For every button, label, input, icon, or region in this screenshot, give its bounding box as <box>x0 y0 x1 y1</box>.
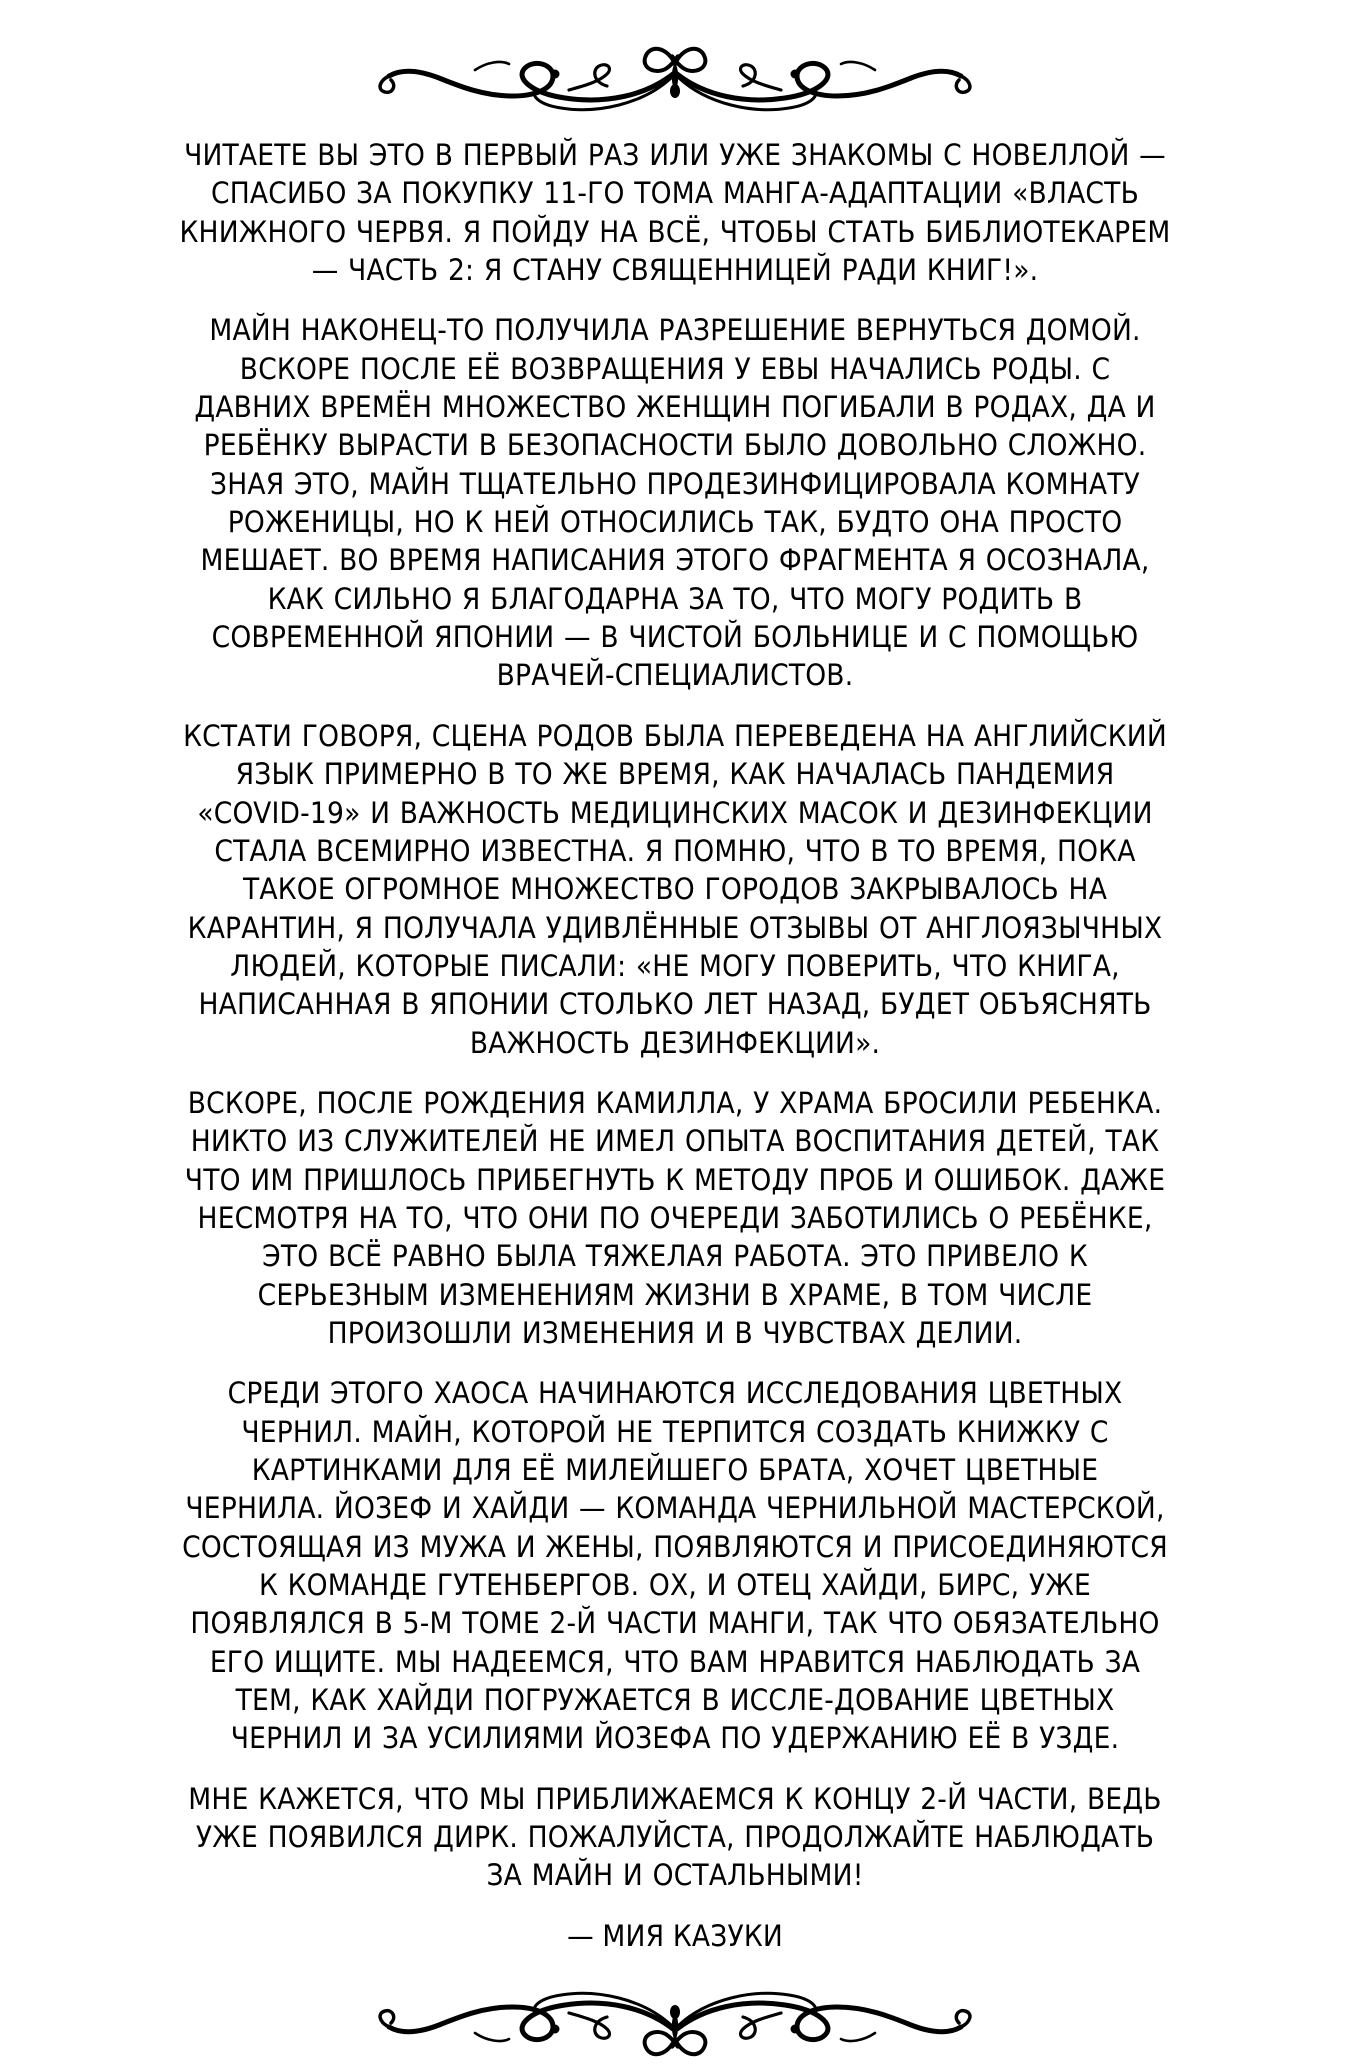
author-signature: — МИЯ КАЗУКИ <box>567 1918 783 1953</box>
decorative-flourish-bottom-icon <box>355 1977 995 2069</box>
paragraph-temple-child: ВСКОРЕ, ПОСЛЕ РОЖДЕНИЯ КАМИЛЛА, У ХРАМА БРОСИЛИ РЕБЕНКА. НИКТО ИЗ СЛУЖИТЕЛЕЙ НЕ ИМЕЛ ОПЫТА ВОСПИТАНИЯ ДЕТЕЙ, ТАК ЧТО ИМ ПРИШЛОСЬ ПРИБЕГНУТЬ К МЕТОДУ ПРОБ И ОШИБОК. ДАЖЕ НЕСМОТРЯ НА ТО, ЧТО ОНИ ПО ОЧЕРЕДИ ЗАБОТИЛИСЬ О РЕБЁНКЕ, ЭТО ВСЁ РАВНО БЫЛА ТЯЖЕЛАЯ РАБОТА. ЭТО ПРИВЕЛО К СЕРЬЕЗНЫМ ИЗМЕНЕНИЯМ ЖИЗНИ В ХРАМЕ, В ТОМ ЧИСЛЕ ПРОИЗОШЛИ ИЗМЕНЕНИЯ И В ЧУВСТВАХ ДЕЛИИ. <box>184 1085 1166 1350</box>
paragraph-colored-ink: СРЕДИ ЭТОГО ХАОСА НАЧИНАЮТСЯ ИССЛЕДОВАНИЯ ЦВЕТНЫХ ЧЕРНИЛ. МАЙН, КОТОРОЙ НЕ ТЕРПИТСЯ СОЗДАТЬ КНИЖКУ С КАРТИНКАМИ ДЛЯ ЕЁ МИЛЕЙШЕГО БРАТА, ХОЧЕТ ЦВЕТНЫЕ ЧЕРНИЛА. ЙОЗЕФ И ХАЙДИ — КОМАНДА ЧЕРНИЛЬНОЙ МАСТЕРСКОЙ, СОСТОЯЩАЯ ИЗ МУЖА И ЖЕНЫ, ПОЯВЛЯЮТСЯ И ПРИСОЕДИНЯЮТСЯ К КОМАНДЕ ГУТЕНБЕРГОВ. ОХ, И ОТЕЦ ХАЙДИ, БИРС, УЖЕ ПОЯВЛЯЛСЯ В 5-М ТОМЕ 2-Й ЧАСТИ МАНГИ, ТАК ЧТО ОБЯЗАТЕЛЬНО ЕГО ИЩИТЕ. МЫ НАДЕЕМСЯ, ЧТО ВАМ НРАВИТСЯ НАБЛЮДАТЬ ЗА ТЕМ, КАК ХАЙДИ ПОГРУЖАЕТСЯ В ИССЛЕ-ДОВАНИЕ ЦВЕТНЫХ ЧЕРНИЛ И ЗА УСИЛИЯМИ ЙОЗЕФА ПО УДЕРЖАНИЮ ЕЁ В УЗДЕ. <box>182 1376 1168 1756</box>
paragraph-covid: КСТАТИ ГОВОРЯ, СЦЕНА РОДОВ БЫЛА ПЕРЕВЕДЕНА НА АНГЛИЙСКИЙ ЯЗЫК ПРИМЕРНО В ТО ЖЕ ВРЕМЯ, КАК НАЧАЛАСЬ ПАНДЕМИЯ «COVID-19» И ВАЖНОСТЬ МЕДИЦИНСКИХ МАСОК И ДЕЗИНФЕКЦИИ СТАЛА ВСЕМИРНО ИЗВЕСТНА. Я ПОМНЮ, ЧТО В ТО ВРЕМЯ, ПОКА ТАКОЕ ОГРОМНОЕ МНОЖЕСТВО ГОРОДОВ ЗАКРЫВАЛОСЬ НА КАРАНТИН, Я ПОЛУЧАЛА УДИВЛЁННЫЕ ОТЗЫВЫ ОТ АНГЛОЯЗЫЧНЫХ ЛЮДЕЙ, КОТОРЫЕ ПИСАЛИ: «НЕ МОГУ ПОВЕРИТЬ, ЧТО КНИГА, НАПИСАННАЯ В ЯПОНИИ СТОЛЬКО ЛЕТ НАЗАД, БУДЕТ ОБЪЯСНЯТЬ ВАЖНОСТЬ ДЕЗИНФЕКЦИИ». <box>183 718 1167 1060</box>
paragraph-closing: МНЕ КАЖЕТСЯ, ЧТО МЫ ПРИБЛИЖАЕМСЯ К КОНЦУ 2-Й ЧАСТИ, ВЕДЬ УЖЕ ПОЯВИЛСЯ ДИРК. ПОЖАЛУЙСТА, ПРОДОЛЖАЙТЕ НАБЛЮДАТЬ ЗА МАЙН И ОСТАЛЬНЫМИ! <box>188 1781 1162 1893</box>
afterword-text-block <box>155 136 1195 1955</box>
decorative-flourish-top-icon <box>355 34 995 126</box>
paragraph-intro: ЧИТАЕТЕ ВЫ ЭТО В ПЕРВЫЙ РАЗ ИЛИ УЖЕ ЗНАКОМЫ С НОВЕЛЛОЙ — СПАСИБО ЗА ПОКУПКУ 11-ГО ТОМА МАНГА-АДАПТАЦИИ «ВЛАСТЬ КНИЖНОГО ЧЕРВЯ. Я ПОЙДУ НА ВСЁ, ЧТОБЫ СТАТЬ БИБЛИОТЕКАРЕМ — ЧАСТЬ 2: Я СТАНУ СВЯЩЕННИЦЕЙ РАДИ КНИГ!». <box>179 138 1171 288</box>
paragraph-myne-return: МАЙН НАКОНЕЦ-ТО ПОЛУЧИЛА РАЗРЕШЕНИЕ ВЕРНУТЬСЯ ДОМОЙ. ВСКОРЕ ПОСЛЕ ЕЁ ВОЗВРАЩЕНИЯ У ЕВЫ НАЧАЛИСЬ РОДЫ. С ДАВНИХ ВРЕМЁН МНОЖЕСТВО ЖЕНЩИН ПОГИБАЛИ В РОДАХ, ДА И РЕБЁНКУ ВЫРАСТИ В БЕЗОПАСНОСТИ БЫЛО ДОВОЛЬНО СЛОЖНО. ЗНАЯ ЭТО, МАЙН ТЩАТЕЛЬНО ПРОДЕЗИНФИЦИРОВАЛА КОМНАТУ РОЖЕНИЦЫ, НО К НЕЙ ОТНОСИЛИСЬ ТАК, БУДТО ОНА ПРОСТО МЕШАЕТ. ВО ВРЕМЯ НАПИСАНИЯ ЭТОГО ФРАГМЕНТА Я ОСОЗНАЛА, КАК СИЛЬНО Я БЛАГОДАРНА ЗА ТО, ЧТО МОГУ РОДИТЬ В СОВРЕМЕННОЙ ЯПОНИИ — В ЧИСТОЙ БОЛЬНИЦЕ И С ПОМОЩЬЮ ВРАЧЕЙ-СПЕЦИАЛИСТОВ. <box>194 313 1156 693</box>
